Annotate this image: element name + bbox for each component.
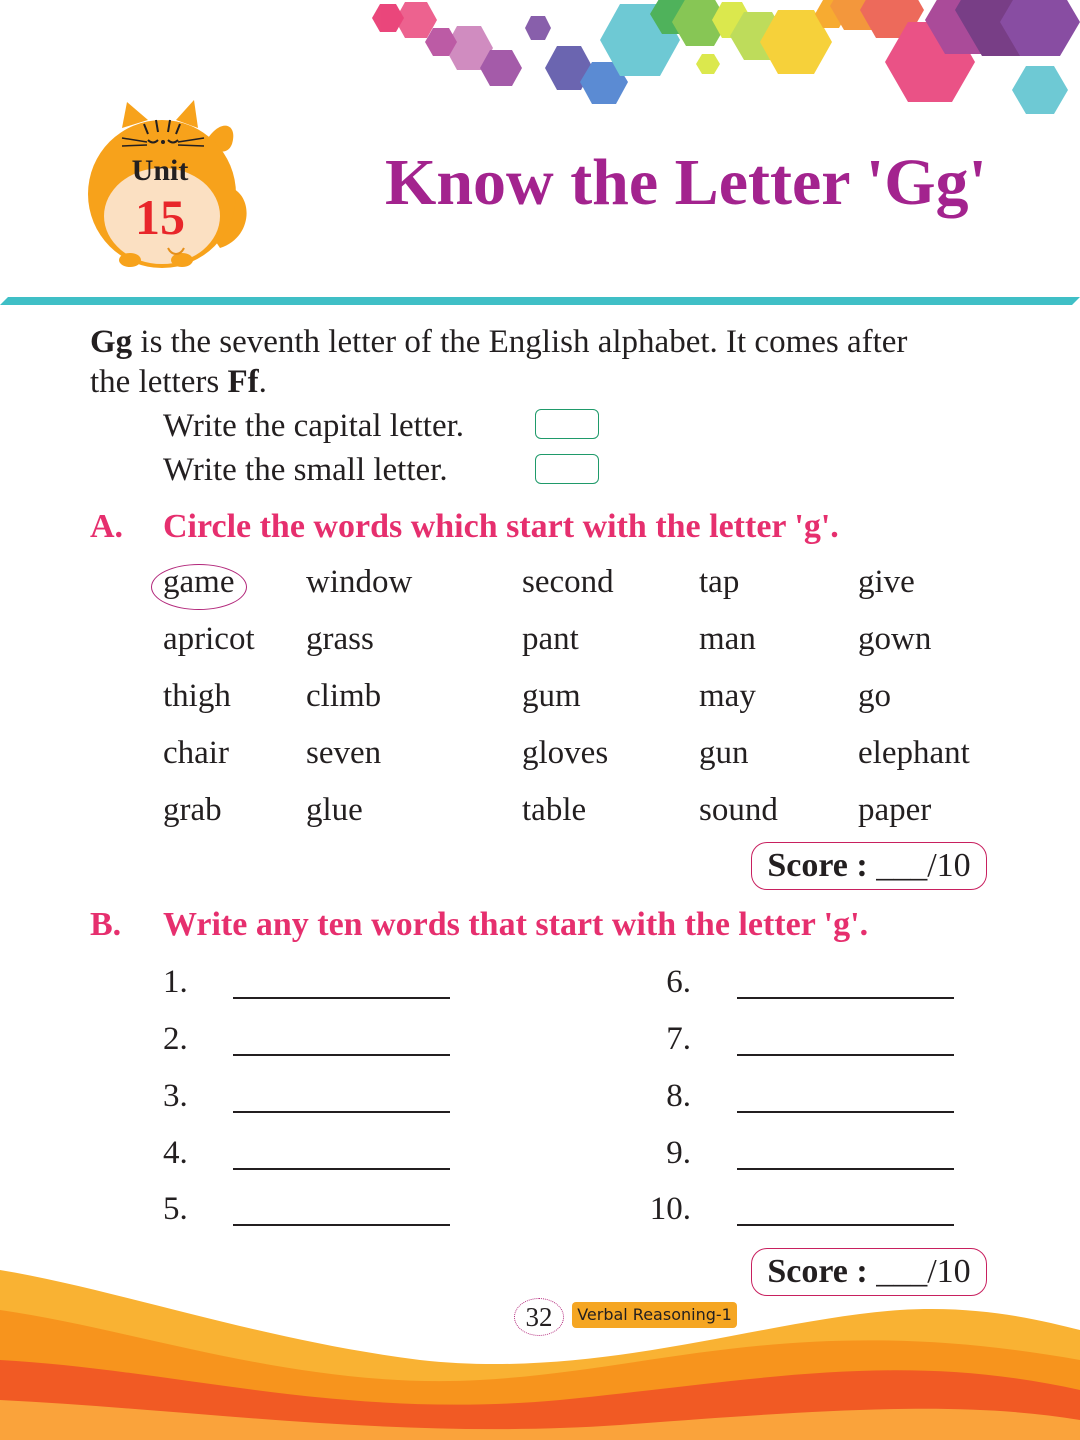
answer-number: 9. [666, 1135, 691, 1171]
word-option[interactable]: gloves [522, 735, 609, 771]
word-option[interactable]: go [858, 678, 891, 714]
word-option[interactable]: thigh [163, 678, 231, 714]
answer-number: 6. [666, 964, 691, 1000]
letter-gg: Gg [90, 324, 133, 360]
answer-number: 5. [163, 1191, 188, 1227]
page-number: 32 [514, 1298, 564, 1336]
small-letter-box[interactable] [535, 454, 599, 484]
section-a-title: Circle the words which start with the letter 'g'. [163, 508, 839, 545]
section-b-title: Write any ten words that start with the letter 'g'. [163, 906, 869, 943]
answer-number: 3. [163, 1078, 188, 1114]
answer-blank-line[interactable] [233, 1168, 450, 1170]
word-option[interactable]: chair [163, 735, 229, 771]
answer-number: 7. [666, 1021, 691, 1057]
score-b-value: ___/10 [867, 1253, 971, 1290]
word-option[interactable]: climb [306, 678, 382, 714]
word-option[interactable]: give [858, 564, 915, 600]
word-option[interactable]: may [699, 678, 756, 714]
word-option[interactable]: gum [522, 678, 581, 714]
intro-paragraph [90, 322, 1010, 402]
word-option[interactable]: tap [699, 564, 740, 600]
answer-blank-line[interactable] [233, 1054, 450, 1056]
word-option[interactable]: window [306, 564, 413, 600]
letter-ff: Ff [227, 364, 259, 400]
score-a-value: ___/10 [867, 847, 971, 884]
unit-number: 15 [135, 189, 185, 245]
intro-text-b-end: . [258, 364, 267, 400]
word-option[interactable]: pant [522, 621, 579, 657]
word-option[interactable]: paper [858, 792, 932, 828]
word-option[interactable]: apricot [163, 621, 255, 657]
word-option[interactable]: grab [163, 792, 222, 828]
score-a-label: Score : [767, 847, 868, 884]
write-capital-prompt: Write the capital letter. [163, 408, 465, 444]
write-small-prompt: Write the small letter. [163, 452, 448, 488]
answer-blank-line[interactable] [737, 1224, 954, 1226]
intro-text-b: the letters [90, 364, 228, 400]
answer-blank-line[interactable] [737, 1054, 954, 1056]
word-option[interactable]: gown [858, 621, 932, 657]
unit-label: Unit [131, 154, 189, 187]
word-option[interactable]: game [163, 564, 235, 600]
word-option[interactable]: table [522, 792, 587, 828]
word-option[interactable]: man [699, 621, 756, 657]
score-box-a [751, 842, 987, 890]
answer-blank-line[interactable] [233, 997, 450, 999]
answer-blank-line[interactable] [737, 1111, 954, 1113]
word-option[interactable]: glue [306, 792, 363, 828]
answer-number: 4. [163, 1135, 188, 1171]
section-a-letter: A. [90, 508, 124, 545]
answer-blank-line[interactable] [737, 997, 954, 999]
answer-number: 2. [163, 1021, 188, 1057]
word-option[interactable]: gun [699, 735, 749, 771]
wave-footer-decoration [0, 1250, 1080, 1440]
word-option[interactable]: grass [306, 621, 374, 657]
word-option[interactable]: seven [306, 735, 382, 771]
book-title-tag: Verbal Reasoning-1 [572, 1302, 737, 1328]
word-option[interactable]: second [522, 564, 614, 600]
word-option[interactable]: elephant [858, 735, 970, 771]
answer-number: 8. [666, 1078, 691, 1114]
answer-blank-line[interactable] [737, 1168, 954, 1170]
answer-number: 10. [649, 1191, 691, 1227]
page-title: Know the Letter 'Gg' [385, 146, 987, 219]
capital-letter-box[interactable] [535, 409, 599, 439]
answer-blank-line[interactable] [233, 1111, 450, 1113]
score-b-label: Score : [767, 1253, 868, 1290]
word-option[interactable]: sound [699, 792, 778, 828]
section-b-letter: B. [90, 906, 122, 943]
intro-text-a: is the seventh letter of the English alphabet. It comes after [132, 324, 908, 360]
title-divider [0, 297, 1080, 305]
answer-number: 1. [163, 964, 188, 1000]
answer-blank-line[interactable] [233, 1224, 450, 1226]
